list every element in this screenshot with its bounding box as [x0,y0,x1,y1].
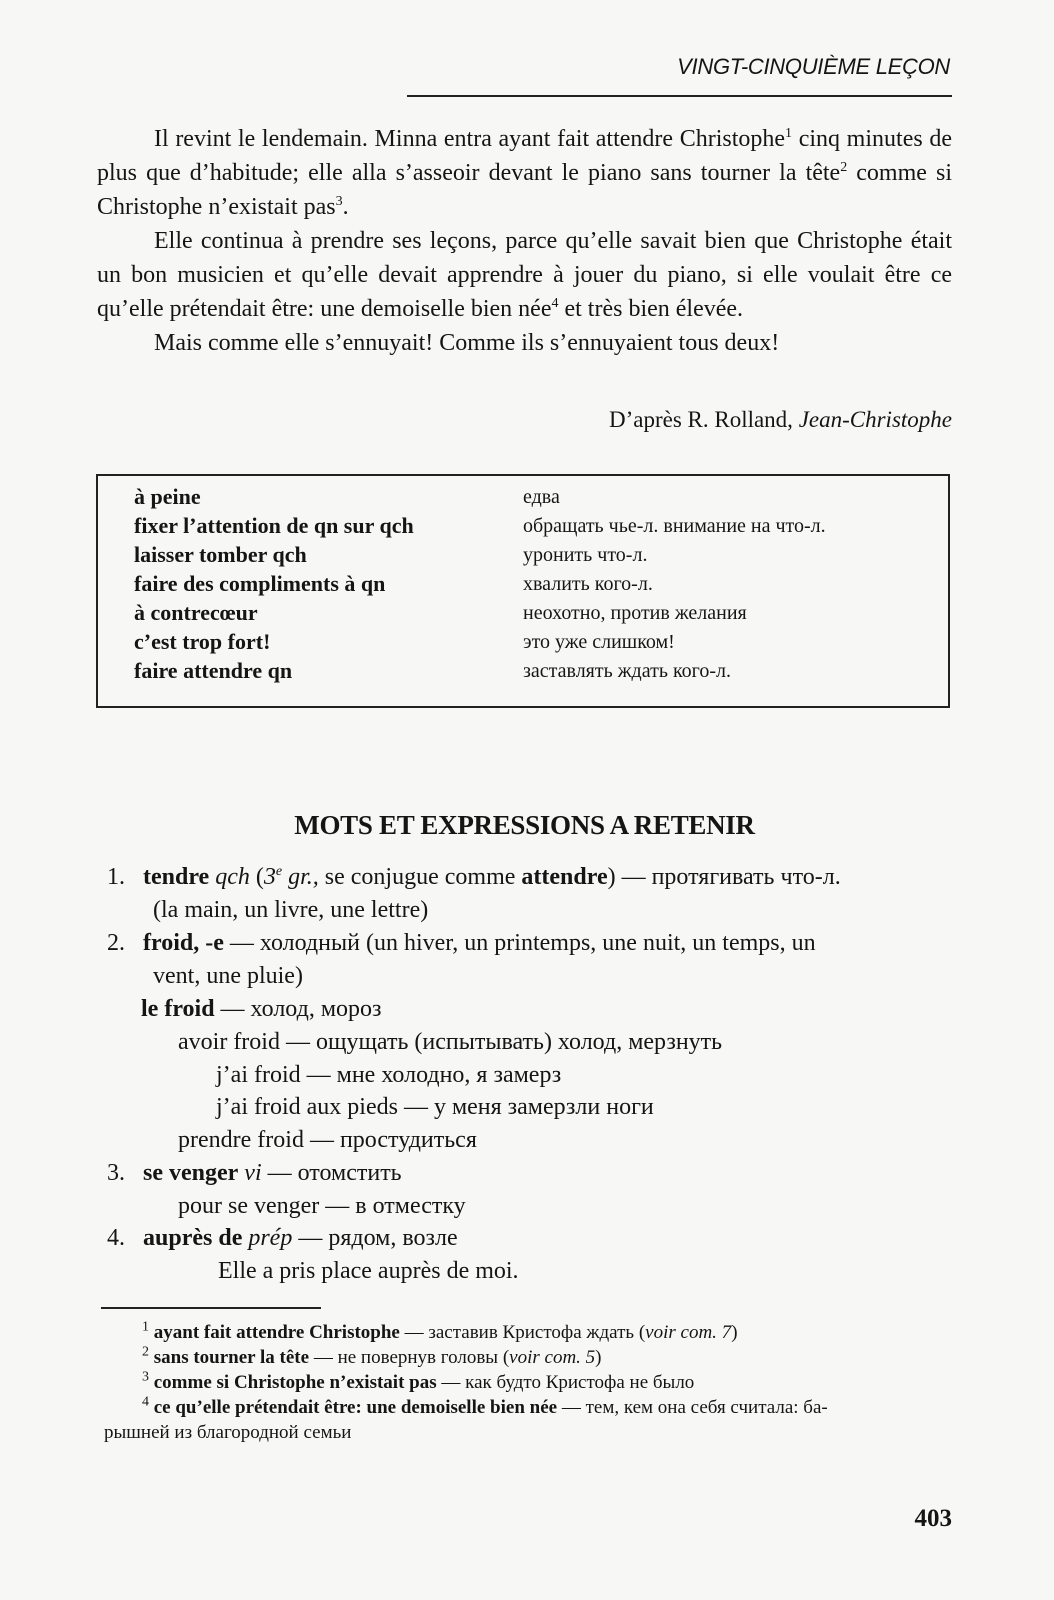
entry-2-continuation: vent, une pluie) [153,963,303,989]
source-title: Jean-Christophe [798,407,952,432]
vocab-french: faire des compliments à qn [134,571,386,596]
footnote-1: $^1$ ayant fait attendre Christophe — заставив Кристофа ждать (voir com. 7) [142,1319,738,1343]
running-header: VINGT-CINQUIÈME LEÇON [677,54,950,79]
entry-2-example: j’ai froid aux pieds — у меня замерзли ноги [216,1094,654,1120]
footnote-ref-4: 4 [551,296,559,311]
paragraph-2: Elle continua à prendre ses leçons, parce qu’elle savait bien que Christophe était un bon musicien et qu’elle devait apprendre à jouer du piano, si elle voulait être ce qu’elle prétendait être: une demoiselle bien née$^4$ et très bien élevée. [97,228,952,322]
vocab-russian: уронить что-л. [523,544,648,566]
entry-2-subentry: le froid — холод, мороз [141,996,382,1022]
vocab-french: à peine [134,484,201,509]
vocab-russian: заставлять ждать кого-л. [523,660,731,682]
vocab-row [98,569,948,599]
vocab-row [98,598,948,628]
vocab-french: laisser tomber qch [134,542,307,567]
header-rule [407,95,952,97]
reading-text [97,122,952,360]
entry-2-example: j’ai froid — мне холодно, я замерз [216,1062,562,1088]
entry-4-example: Elle a pris place auprès de moi. [218,1258,519,1284]
footnote-4-continuation: рышней из благородной семьи [104,1422,352,1443]
vocab-french: à contrecœur [134,600,258,625]
footnote-4: $^4$ ce qu’elle prétendait être: une demoiselle bien née — тем, кем она себя считала: ба- [142,1394,828,1418]
vocab-row [98,656,948,686]
vocab-russian: это уже слишком! [523,631,675,653]
vocab-russian: хвалить кого-л. [523,573,653,595]
vocab-french: faire attendre qn [134,658,293,683]
vocab-row [98,511,948,541]
vocab-russian: обращать чье-л. внимание на что-л. [523,515,826,537]
entry-2-phrase: avoir froid — ощущать (испытывать) холод, мерзнуть [178,1029,723,1055]
footnote-2: $^2$ sans tourner la tête — не повернув головы (voir com. 5) [142,1344,602,1368]
page-number: 403 [914,1505,952,1532]
paragraph-3: Mais comme elle s’ennuyait! Comme ils s’ennuyaient tous deux! [154,330,780,356]
vocab-french: fixer l’attention de qn sur qch [134,513,414,538]
entry-3-phrase: pour se venger — в отместку [178,1193,466,1219]
vocabulary-box [96,474,950,708]
vocab-row [98,482,948,512]
section-title: MOTS ET EXPRESSIONS A RETENIR [294,810,755,840]
footnote-ref-3: 3 [335,194,343,209]
entry-3: 3. se venger vi — отомстить [107,1160,402,1186]
entry-2: 2. froid, -e — холодный (un hiver, un printemps, une nuit, un temps, un [107,930,816,956]
paragraph-1: Il revint le lendemain. Minna entra ayant fait attendre Christophe$^1$ cinq minutes de plus que d’habitude; elle alla s’asseoir devant le piano sans tourner la tête$^2$ comme si Christophe n’existait pas$^3$. [97,126,952,220]
entry-2-phrase: prendre froid — простудиться [178,1127,477,1153]
vocab-russian: неохотно, против желания [523,602,747,624]
vocab-row [98,540,948,570]
entry-1-continuation: (la main, un livre, une lettre) [153,897,429,923]
footnote-rule [101,1307,321,1309]
vocab-row [98,627,948,657]
entry-4: 4. auprès de prép — рядом, возле [107,1225,458,1251]
footnote-ref-1: 1 [785,126,793,141]
source-citation: D’après R. Rolland, Jean-Christophe [608,407,952,432]
footnote-ref-2: 2 [840,160,848,175]
entry-1: 1. tendre qch (3e gr., se conjugue comme attendre) — протягивать что-л. [107,864,841,890]
footnote-3: $^3$ comme si Christophe n’existait pas — как будто Кристофа не было [142,1369,695,1393]
vocab-russian: едва [523,486,560,508]
vocab-french: c’est trop fort! [134,629,271,654]
